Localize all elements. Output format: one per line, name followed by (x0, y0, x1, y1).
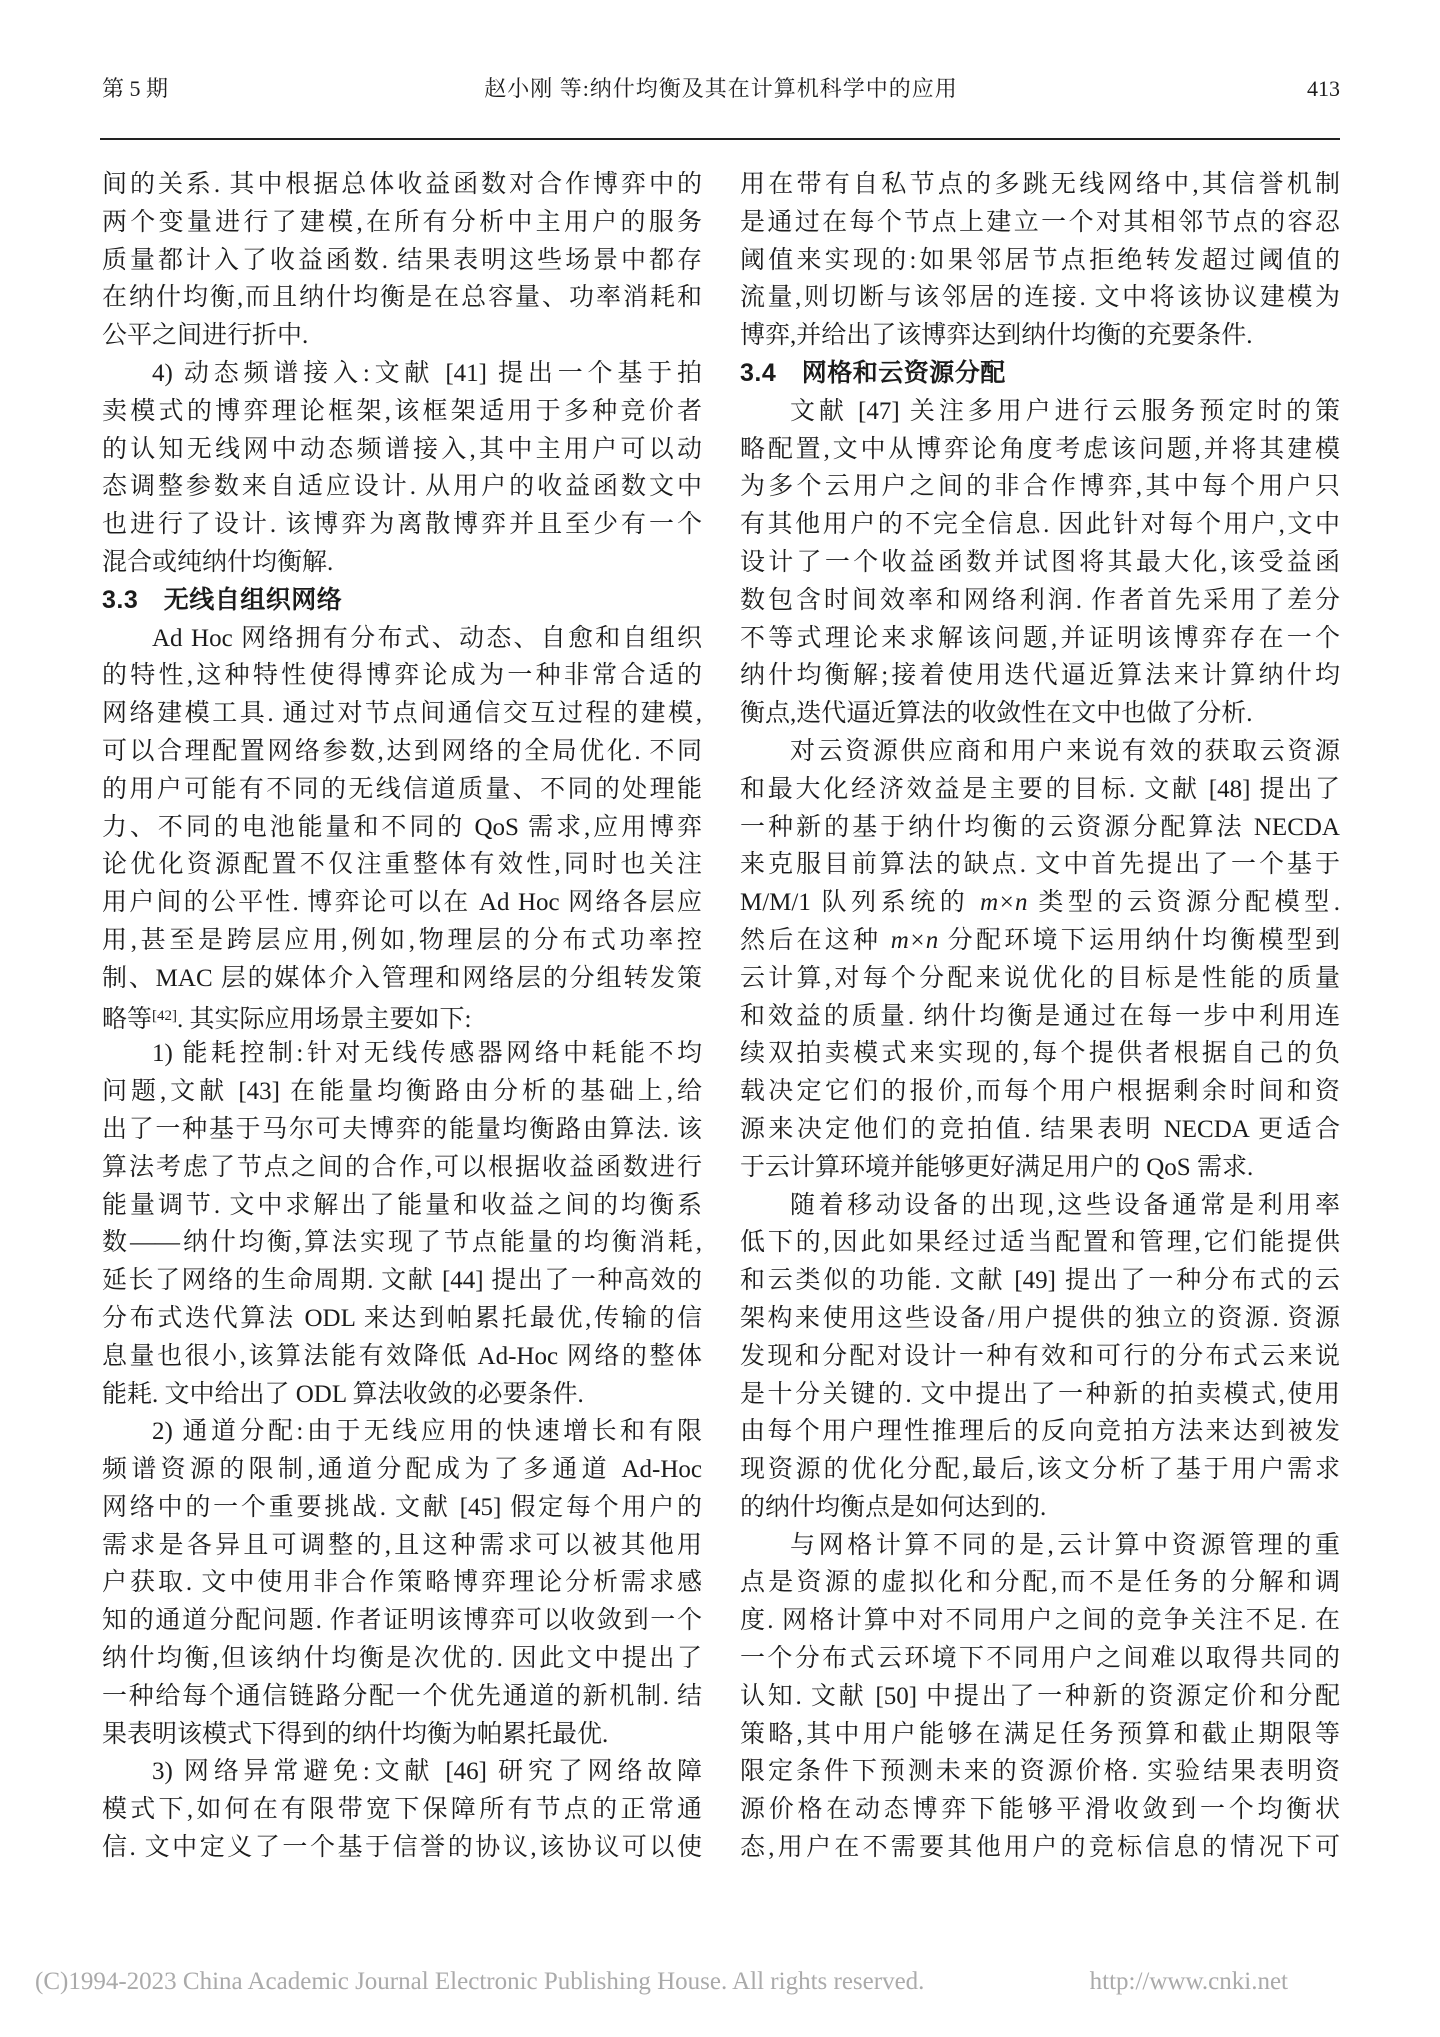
text-line: 可以合理配置网络参数,达到网络的全局优化. 不同 (102, 737, 702, 765)
text-line: 现资源的优化分配,最后,该文分析了基于用户需求 (740, 1456, 1340, 1484)
text-line: 两个变量进行了建模,在所有分析中主用户的服务 (102, 208, 702, 236)
page-number: 413 (1307, 76, 1340, 101)
text-line: 设计了一个收益函数并试图将其最大化,该受益函 (740, 548, 1340, 576)
text-line: 模式下,如何在有限带宽下保障所有节点的正常通 (102, 1796, 702, 1824)
text-line: 的特性,这种特性使得博弈论成为一种非常合适的 (102, 662, 702, 690)
text-line: Ad Hoc 网络拥有分布式、动态、自愈和自组织 (152, 624, 702, 652)
text-line: 来克服目前算法的缺点. 文中首先提出了一个基于 (740, 851, 1340, 879)
text-line: 分布式迭代算法 ODL 来达到帕累托最优,传输的信 (102, 1304, 702, 1332)
text-line: 出了一种基于马尔可夫博弈的能量均衡路由算法. 该 (102, 1115, 702, 1143)
text-line: 载决定它们的报价,而每个用户根据剩余时间和资 (740, 1078, 1340, 1106)
text-line (102, 998, 702, 1036)
text-line: 态,用户在不需要其他用户的竞标信息的情况下可 (740, 1834, 1340, 1862)
text-line: 是十分关键的. 文中提出了一种新的拍卖模式,使用 (740, 1380, 1340, 1408)
text-line: 文献 [47] 关注多用户进行云服务预定时的策 (790, 397, 1340, 425)
text-line: 度. 网格计算中对不同用户之间的竞争关注不足. 在 (740, 1607, 1340, 1635)
text-line: 态调整参数来自适应设计. 从用户的收益函数文中 (102, 473, 702, 501)
text-line: 一种给每个通信链路分配一个优先通道的新机制. 结 (102, 1682, 702, 1710)
text-line: 架构来使用这些设备/用户提供的独立的资源. 资源 (740, 1304, 1340, 1332)
text-line: 与网格计算不同的是,云计算中资源管理的重 (790, 1531, 1340, 1559)
text-segment: . 其实际应用场景主要如下: (177, 1005, 472, 1033)
text-line: 制、MAC 层的媒体介入管理和网络层的分组转发策 (102, 964, 702, 992)
text-line: 户获取. 文中使用非合作策略博弈理论分析需求感 (102, 1569, 702, 1597)
text-line: 于云计算环境并能够更好满足用户的 QoS 需求. (740, 1153, 1254, 1181)
text-line: 策略,其中用户能够在满足任务预算和截止期限等 (740, 1720, 1340, 1748)
text-line: 限定条件下预测未来的资源价格. 实验结果表明资 (740, 1758, 1340, 1786)
text-line: 知的通道分配问题. 作者证明该博弈可以收敛到一个 (102, 1607, 702, 1635)
text-line: 是通过在每个节点上建立一个对其相邻节点的容忍 (740, 208, 1340, 236)
text-line: 网络中的一个重要挑战. 文献 [45] 假定每个用户的 (102, 1493, 702, 1521)
text-line: 4) 动态频谱接入:文献 [41] 提出一个基于拍 (152, 359, 702, 387)
text-line: 数——纳什均衡,算法实现了节点能量的均衡消耗, (102, 1229, 702, 1257)
text-line: 在纳什均衡,而且纳什均衡是在总容量、功率消耗和 (102, 284, 702, 312)
text-segment: 类型的云资源分配模型. (1027, 889, 1340, 917)
text-line: 能量调节. 文中求解出了能量和收益之间的均衡系 (102, 1191, 702, 1219)
text-line: 间的关系. 其中根据总体收益函数对合作博弈中的 (102, 171, 702, 198)
text-segment: 分配环境下运用纳什均衡模型到 (938, 926, 1340, 954)
text-line: 果表明该模式下得到的纳什均衡为帕累托最优. (102, 1720, 609, 1748)
text-line: 数包含时间效率和网络利润. 作者首先采用了差分 (740, 586, 1340, 614)
text-line: 续双拍卖模式来实现的,每个提供者根据自己的负 (740, 1040, 1340, 1068)
text-line: 3) 网络异常避免:文献 [46] 研究了网络故障 (152, 1758, 702, 1786)
text-line: 需求是各异且可调整的,且这种需求可以被其他用 (102, 1531, 702, 1559)
text-line: 认知. 文献 [50] 中提出了一种新的资源定价和分配 (740, 1682, 1340, 1710)
text-segment: M/M/1 队列系统的 (740, 889, 981, 917)
text-line: 云计算,对每个分配来说优化的目标是性能的质量 (740, 964, 1340, 992)
cnki-url: http://www.cnki.net (1089, 1968, 1288, 1995)
text-line: 论优化资源配置不仅注重整体有效性,同时也关注 (102, 851, 702, 879)
text-line: 一种新的基于纳什均衡的云资源分配算法 NECDA (740, 813, 1340, 841)
section-heading: 3.4 网格和云资源分配 (740, 358, 1006, 387)
text-line: 随着移动设备的出现,这些设备通常是利用率 (790, 1191, 1340, 1219)
text-line: 纳什均衡解;接着使用迭代逼近算法来计算纳什均 (740, 662, 1340, 690)
text-line: 的纳什均衡点是如何达到的. (740, 1493, 1047, 1521)
text-line: 和效益的质量. 纳什均衡是通过在每一步中利用连 (740, 1002, 1340, 1030)
text-line: 源价格在动态博弈下能够平滑收敛到一个均衡状 (740, 1796, 1340, 1824)
text-line: 的认知无线网中动态频谱接入,其中主用户可以动 (102, 435, 702, 463)
text-line: 为多个云用户之间的非合作博弈,其中每个用户只 (740, 473, 1340, 501)
text-line: 2) 通道分配:由于无线应用的快速增长和有限 (152, 1418, 702, 1446)
text-line: 能耗. 文中给出了 ODL 算法收敛的必要条件. (102, 1380, 584, 1408)
text-line: 卖模式的博弈理论框架,该框架适用于多种竞价者 (102, 397, 702, 425)
text-line (740, 922, 1340, 960)
text-line: 公平之间进行折中. (102, 322, 309, 350)
text-line: 对云资源供应商和用户来说有效的获取云资源 (790, 737, 1340, 765)
text-line (740, 884, 1340, 922)
left-column (102, 166, 702, 1867)
text-segment: 然后在这种 (740, 926, 891, 954)
math-variable: m×n (890, 926, 939, 954)
right-column (740, 166, 1340, 1867)
text-line: 混合或纯纳什均衡解. (102, 548, 334, 576)
running-title: 赵小刚 等:纳什均衡及其在计算机科学中的应用 (484, 76, 958, 101)
text-line: 频谱资源的限制,通道分配成为了多通道 Ad-Hoc (102, 1456, 702, 1484)
text-line: 由每个用户理性推理后的反向竞拍方法来达到被发 (740, 1418, 1340, 1446)
text-line: 1) 能耗控制:针对无线传感器网络中耗能不均 (152, 1040, 702, 1068)
page-header (102, 72, 1340, 102)
text-line: 力、不同的电池能量和不同的 QoS 需求,应用博弈 (102, 813, 702, 841)
text-line: 一个分布式云环境下不同用户之间难以取得共同的 (740, 1645, 1340, 1673)
text-line: 算法考虑了节点之间的合作,可以根据收益函数进行 (102, 1153, 702, 1181)
copyright-notice: (C)1994-2023 China Academic Journal Electronic Publishing House. All rights reserved. (35, 1968, 925, 1995)
text-line: 博弈,并给出了该博弈达到纳什均衡的充要条件. (740, 322, 1253, 350)
text-line: 网络建模工具. 通过对节点间通信交互过程的建模, (102, 700, 702, 728)
section-heading: 3.3 无线自组织网络 (102, 585, 343, 614)
math-variable: m×n (980, 889, 1028, 917)
text-line: 和云类似的功能. 文献 [49] 提出了一种分布式的云 (740, 1267, 1340, 1295)
text-line: 有其他用户的不完全信息. 因此针对每个用户,文中 (740, 511, 1340, 539)
text-line: 用在带有自私节点的多跳无线网络中,其信誉机制 (740, 171, 1340, 198)
text-line: 问题,文献 [43] 在能量均衡路由分析的基础上,给 (102, 1078, 702, 1106)
text-line: 略配置,文中从博弈论角度考虑该问题,并将其建模 (740, 435, 1340, 463)
text-line: 低下的,因此如果经过适当配置和管理,它们能提供 (740, 1229, 1340, 1257)
citation-superscript: [42] (152, 1007, 178, 1024)
issue-label: 第 5 期 (102, 76, 169, 101)
header-rule (100, 138, 1340, 140)
text-line: 用,甚至是跨层应用,例如,物理层的分布式功率控 (102, 926, 702, 954)
text-line: 质量都计入了收益函数. 结果表明这些场景中都存 (102, 246, 702, 274)
page-footer (35, 1968, 1288, 1996)
text-line: 息量也很小,该算法能有效降低 Ad-Hoc 网络的整体 (102, 1342, 702, 1370)
text-line: 信. 文中定义了一个基于信誉的协议,该协议可以使 (102, 1834, 702, 1862)
text-line: 衡点,迭代逼近算法的收敛性在文中也做了分析. (740, 700, 1253, 728)
text-line: 和最大化经济效益是主要的目标. 文献 [48] 提出了 (740, 775, 1340, 803)
text-line: 用户间的公平性. 博弈论可以在 Ad Hoc 网络各层应 (102, 889, 702, 917)
text-line: 流量,则切断与该邻居的连接. 文中将该协议建模为 (740, 284, 1340, 312)
text-line: 源来决定他们的竞拍值. 结果表明 NECDA 更适合 (740, 1115, 1340, 1143)
text-line: 不等式理论来求解该问题,并证明该博弈存在一个 (740, 624, 1340, 652)
text-line: 的用户可能有不同的无线信道质量、不同的处理能 (102, 775, 702, 803)
text-line: 阈值来实现的:如果邻居节点拒绝转发超过阈值的 (740, 246, 1340, 274)
text-line: 延长了网络的生命周期. 文献 [44] 提出了一种高效的 (102, 1267, 702, 1295)
text-segment: 略等 (102, 1005, 153, 1033)
text-line: 点是资源的虚拟化和分配,而不是任务的分解和调 (740, 1569, 1340, 1597)
text-line: 纳什均衡,但该纳什均衡是次优的. 因此文中提出了 (102, 1645, 702, 1673)
text-line: 发现和分配对设计一种有效和可行的分布式云来说 (740, 1342, 1340, 1370)
text-line: 也进行了设计. 该博弈为离散博弈并且至少有一个 (102, 511, 702, 539)
